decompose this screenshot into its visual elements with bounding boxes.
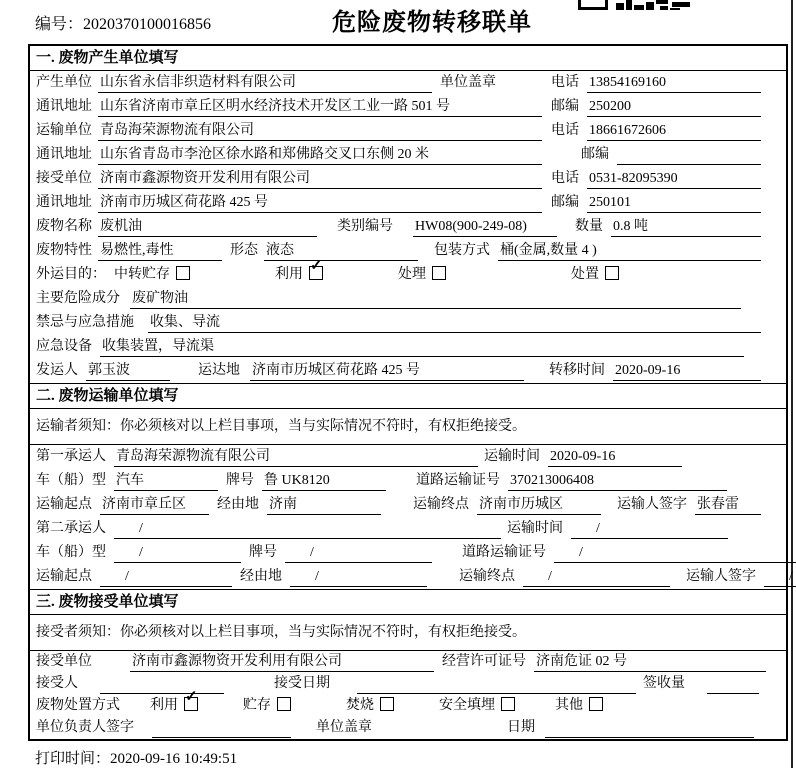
disposal-label: 废物处置方式 — [36, 698, 120, 713]
transfer-form — [28, 44, 793, 741]
row-taboo-measures — [30, 311, 786, 335]
transporter-sign-label: 运输人签字 — [686, 569, 756, 584]
option-landfill-label: 安全填埋 — [439, 698, 495, 713]
checkbox-disposal-landfill — [501, 697, 515, 711]
transporter-address-value: 山东省青岛市李沧区徐水路和郑佛路交叉口东侧 20 米 — [98, 145, 542, 165]
qr-code-icon — [578, 0, 690, 10]
row-transporter-unit — [30, 119, 786, 143]
transporter-unit-label: 运输单位 — [36, 123, 92, 138]
option-dispose-label: 处置 — [571, 267, 599, 282]
serial-number — [35, 11, 211, 34]
check-mark: ✓ — [185, 689, 198, 705]
print-time — [35, 747, 237, 768]
carrier2-vehicle-value: / — [114, 543, 241, 563]
option-treat-label: 处理 — [398, 267, 426, 282]
section-transporter — [30, 383, 793, 589]
carrier2-time-value: / — [571, 519, 728, 539]
transporter-sign-label: 运输人签字 — [617, 497, 687, 512]
row-accept-unit — [30, 651, 786, 673]
sign-qty-value — [707, 674, 759, 694]
receiver-address-value: 济南市历城区荷花路 425 号 — [98, 193, 542, 213]
receiver-unit-value: 济南市鑫源物资开发利用有限公司 — [98, 169, 542, 189]
option-burn-label: 焚烧 — [346, 698, 374, 713]
hazard-value: 废矿物油 — [130, 289, 741, 309]
waste-name-label: 废物名称 — [36, 219, 92, 234]
option-store-label: 贮存 — [243, 698, 271, 713]
row-transporter-address — [30, 143, 786, 167]
road-license-label: 道路运输证号 — [416, 473, 500, 488]
manager-sign-value — [152, 718, 291, 738]
row-receiver-unit — [30, 167, 786, 191]
plate-label: 牌号 — [249, 545, 277, 560]
carrier2-value: / — [114, 519, 501, 539]
address-label: 通讯地址 — [36, 147, 92, 162]
option-transit-storage-label: 中转贮存 — [114, 267, 170, 282]
manager-sign-label: 单位负责人签字 — [36, 720, 134, 735]
destination-label: 运达地 — [198, 363, 240, 378]
accept-unit-value: 济南市鑫源物资开发利用有限公司 — [130, 652, 434, 672]
address-label: 通讯地址 — [36, 99, 92, 114]
row-receiver-address — [30, 191, 786, 215]
taboo-label: 禁忌与应急措施 — [36, 315, 134, 330]
section-receiver-title: 三. 废物接受单位填写 — [30, 590, 786, 615]
checkbox-disposal-burn — [380, 697, 394, 711]
transporter-notice: 运输者须知：你必须核对以上栏目事项，当与实际情况不符时，有权拒绝接受。 — [30, 409, 786, 445]
via-label: 经由地 — [217, 497, 259, 512]
transport-time-label: 运输时间 — [484, 449, 540, 464]
destination-value: 济南市历城区荷花路 425 号 — [250, 361, 524, 381]
carrier2-origin-value: / — [100, 567, 232, 587]
row-disposal-method — [30, 689, 786, 717]
row-hazard-component — [30, 287, 786, 311]
carrier1-plate-value: 鲁 UK8120 — [262, 471, 386, 491]
row-producer-unit — [30, 71, 786, 95]
unit-seal-label: 单位盖章 — [316, 720, 372, 735]
end-label: 运输终点 — [459, 569, 515, 584]
quantity-label: 数量 — [575, 219, 603, 234]
row-emergency-equipment — [30, 335, 786, 359]
producer-phone-value: 13854169160 — [587, 73, 761, 93]
phone-label: 电话 — [551, 171, 579, 186]
transporter-unit-value: 青岛海荣源物流有限公司 — [98, 121, 542, 141]
carrier1-label: 第一承运人 — [36, 449, 106, 464]
carrier2-end-value: / — [523, 567, 670, 587]
via-label: 经由地 — [240, 569, 282, 584]
carrier1-license-value: 370213006408 — [508, 471, 727, 491]
option-use-label: 利用 — [150, 698, 178, 713]
end-label: 运输终点 — [413, 497, 469, 512]
receiver-phone-value: 0531-82095390 — [587, 169, 761, 189]
row-carrier2-route — [30, 565, 793, 589]
carrier1-value: 青岛海荣源物流有限公司 — [114, 447, 478, 467]
section-transporter-title: 二. 废物运输单位填写 — [30, 384, 786, 409]
producer-unit-value: 山东省永信非织造材料有限公司 — [98, 73, 432, 93]
transport-time-label: 运输时间 — [507, 521, 563, 536]
shipper-label: 发运人 — [36, 363, 78, 378]
row-manager-sign — [30, 717, 786, 739]
plate-label: 牌号 — [226, 473, 254, 488]
carrier1-vehicle-value: 汽车 — [114, 471, 218, 491]
equipment-label: 应急设备 — [36, 339, 92, 354]
serial-label: 编号： — [35, 16, 84, 33]
section-producer — [30, 46, 786, 383]
road-license-label: 道路运输证号 — [462, 545, 546, 560]
carrier2-sign-value: / — [764, 567, 796, 587]
option-use-label: 利用 — [275, 267, 303, 282]
option-other-label: 其他 — [555, 698, 583, 713]
print-time-label: 打印时间： — [35, 751, 111, 767]
phone-label: 电话 — [551, 75, 579, 90]
row-carrier2-vehicle — [30, 541, 786, 565]
producer-zip-value: 250200 — [587, 97, 761, 117]
acceptor-value — [100, 674, 224, 694]
checkbox-transit-storage — [176, 266, 190, 280]
date-label: 日期 — [507, 720, 535, 735]
check-mark: ✓ — [310, 258, 323, 274]
form-value: 液态 — [264, 241, 418, 261]
origin-label: 运输起点 — [36, 497, 92, 512]
receiver-unit-label: 接受单位 — [36, 171, 92, 186]
transfer-time-value: 2020-09-16 — [613, 361, 761, 381]
carrier1-end-value: 济南市历城区 — [477, 495, 601, 515]
packing-label: 包装方式 — [434, 243, 490, 258]
hazard-label: 主要危险成分 — [36, 291, 120, 306]
serial-value: 2020370100016856 — [83, 16, 212, 33]
transfer-time-label: 转移时间 — [549, 363, 605, 378]
row-acceptor — [30, 673, 786, 695]
row-waste-character — [30, 239, 786, 263]
vehicle-type-label: 车（船）型 — [36, 473, 106, 488]
section-receiver — [30, 589, 786, 739]
carrier1-via-value: 济南 — [267, 495, 381, 515]
checkbox-dispose — [605, 266, 619, 280]
equipment-value: 收集装置，导流渠 — [100, 337, 744, 357]
row-transfer-purpose — [30, 258, 786, 287]
producer-unit-label: 产生单位 — [36, 75, 92, 90]
carrier2-plate-value: / — [285, 543, 432, 563]
sign-qty-label: 签收量 — [643, 676, 685, 691]
receiver-notice: 接受者须知：你必须核对以上栏目事项，当与实际情况不符时，有权拒绝接受。 — [30, 615, 786, 651]
category-value: HW08(900-249-08) — [413, 217, 557, 237]
packing-value: 桶(金属,数量 4 ) — [498, 241, 761, 261]
vehicle-type-label: 车（船）型 — [36, 545, 106, 560]
print-time-value: 2020-09-16 10:49:51 — [110, 751, 238, 767]
section-producer-title: 一. 废物产生单位填写 — [30, 46, 786, 71]
checkbox-use — [309, 258, 323, 280]
carrier1-sign-value: 张春雷 — [695, 495, 761, 515]
checkbox-disposal-store — [277, 697, 291, 711]
row-waste-name — [30, 215, 786, 239]
transporter-zip-value — [617, 145, 761, 165]
carrier2-license-value: / — [554, 543, 796, 563]
phone-label: 电话 — [551, 123, 579, 138]
transporter-phone-value: 18661672606 — [587, 121, 761, 141]
accept-date-value — [357, 674, 636, 694]
quantity-value: 0.8 吨 — [611, 217, 761, 237]
purpose-label: 外运目的： — [36, 267, 106, 282]
taboo-value: 收集、导流 — [148, 313, 761, 333]
row-carrier1-route — [30, 493, 786, 517]
row-carrier1-vehicle — [30, 469, 786, 493]
zip-label: 邮编 — [581, 147, 609, 162]
page-title: 危险废物转移联单 — [332, 10, 532, 36]
row-producer-address — [30, 95, 786, 119]
origin-label: 运输起点 — [36, 569, 92, 584]
receiver-zip-value: 250101 — [587, 193, 761, 213]
page-edge-line — [791, 0, 793, 768]
zip-label: 邮编 — [551, 99, 579, 114]
category-label: 类别编号 — [337, 219, 393, 234]
character-value: 易燃性,毒性 — [98, 241, 222, 261]
checkbox-disposal-use — [184, 689, 198, 711]
carrier2-label: 第二承运人 — [36, 521, 106, 536]
accept-date-label: 接受日期 — [274, 676, 330, 691]
address-label: 通讯地址 — [36, 195, 92, 210]
producer-address-value: 山东省济南市章丘区明水经济技术开发区工业一路 501 号 — [98, 97, 542, 117]
checkbox-disposal-other — [589, 697, 603, 711]
waste-name-value: 废机油 — [98, 217, 317, 237]
form-label: 形态 — [230, 243, 258, 258]
row-carrier2 — [30, 517, 786, 541]
permit-value: 济南危证 02 号 — [534, 652, 766, 672]
row-carrier1 — [30, 445, 786, 469]
accept-unit-label: 接受单位 — [36, 654, 92, 669]
carrier2-via-value: / — [290, 567, 427, 587]
permit-label: 经营许可证号 — [442, 654, 526, 669]
acceptor-label: 接受人 — [36, 676, 78, 691]
shipper-value: 郭玉波 — [86, 361, 170, 381]
row-shipper — [30, 359, 786, 383]
carrier1-time-value: 2020-09-16 — [548, 447, 682, 467]
unit-seal-label: 单位盖章 — [440, 75, 496, 90]
date-value — [545, 718, 754, 738]
character-label: 废物特性 — [36, 243, 92, 258]
zip-label: 邮编 — [551, 195, 579, 210]
carrier1-origin-value: 济南市章丘区 — [100, 495, 209, 515]
checkbox-treat — [432, 266, 446, 280]
